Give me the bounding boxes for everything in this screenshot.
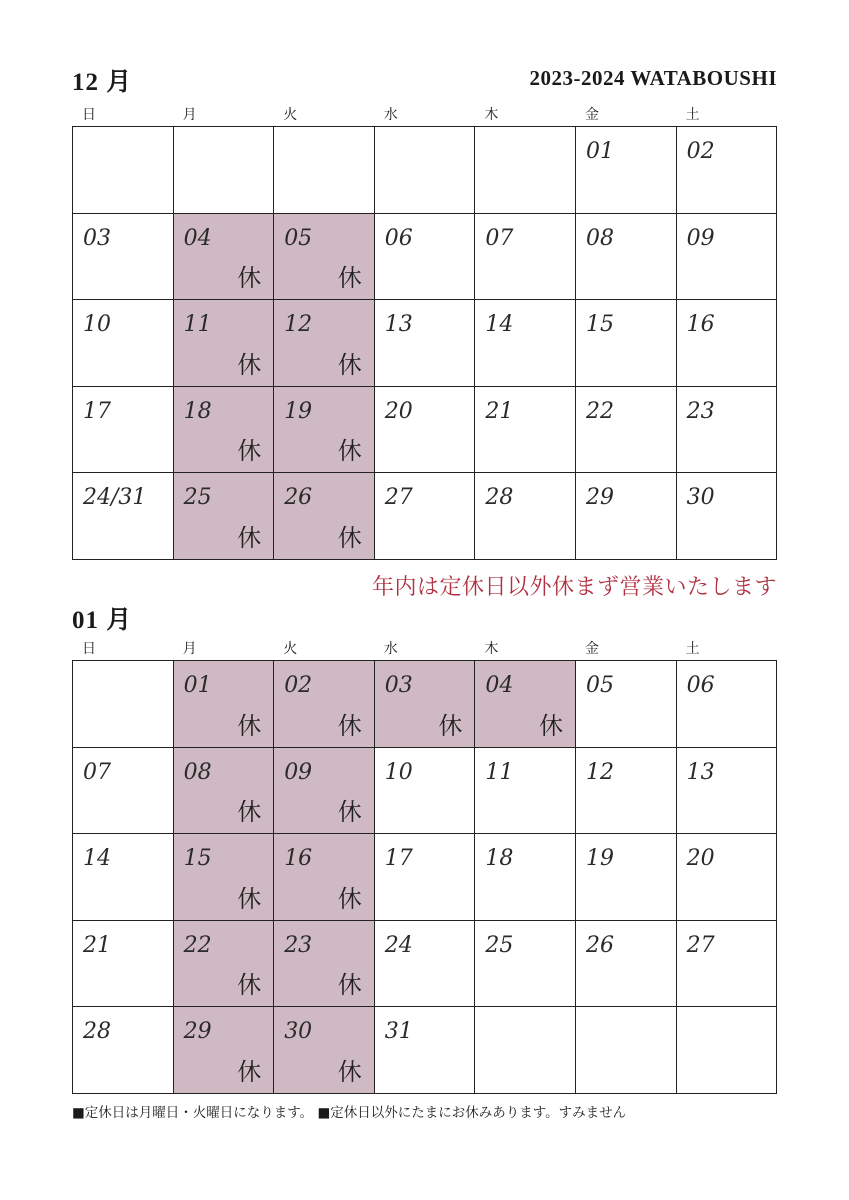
day-number: 25 xyxy=(485,932,514,958)
day-cell xyxy=(576,473,677,560)
weekday-label: 水 xyxy=(383,107,398,123)
day-cell xyxy=(274,921,375,1008)
calendar-grid-december xyxy=(72,126,777,560)
day-number: 08 xyxy=(586,225,614,251)
month-title-january: 01 月 xyxy=(72,607,133,634)
footer-note: ■定休日は月曜日・火曜日になります。 ■定休日以外にたまにお休みあります。すみません xyxy=(72,1105,627,1121)
closed-day-mark: 休 xyxy=(237,798,262,826)
empty-day-cell xyxy=(475,127,576,214)
day-number: 24 xyxy=(384,932,413,958)
day-cell xyxy=(475,834,576,921)
day-number: 09 xyxy=(284,759,313,785)
closed-day-mark: 休 xyxy=(337,264,362,292)
closed-day-mark: 休 xyxy=(337,437,362,465)
day-cell xyxy=(576,300,677,387)
empty-day-cell xyxy=(73,127,174,214)
day-number: 06 xyxy=(686,673,715,698)
day-cell xyxy=(274,473,375,560)
day-cell xyxy=(73,921,174,1008)
day-number: 02 xyxy=(686,139,715,164)
closed-day-mark: 休 xyxy=(237,971,262,999)
day-cell xyxy=(174,661,275,748)
day-cell xyxy=(576,921,677,1008)
brand-title: 2023-2024 WATABOUSHI xyxy=(529,66,777,90)
day-cell xyxy=(274,300,375,387)
day-cell xyxy=(576,127,677,214)
day-cell xyxy=(73,473,174,560)
empty-day-cell xyxy=(677,1007,777,1094)
closed-day-mark: 休 xyxy=(438,711,463,740)
day-number: 04 xyxy=(183,225,212,251)
day-cell xyxy=(576,387,677,474)
day-cell xyxy=(174,214,275,301)
weekday-label: 土 xyxy=(685,107,700,123)
day-cell xyxy=(73,300,174,387)
weekday-label: 土 xyxy=(685,641,700,657)
empty-day-cell xyxy=(375,127,476,214)
day-number: 28 xyxy=(485,485,514,510)
closed-day-mark: 休 xyxy=(237,437,262,465)
day-number: 03 xyxy=(83,225,111,251)
closed-day-mark: 休 xyxy=(337,798,362,826)
day-number: 21 xyxy=(83,932,111,958)
day-number: 23 xyxy=(686,398,715,424)
day-cell xyxy=(677,387,777,474)
day-number: 10 xyxy=(384,759,413,785)
closed-day-mark: 休 xyxy=(237,350,262,379)
weekday-header-december xyxy=(72,104,776,124)
closed-day-mark: 休 xyxy=(337,971,362,999)
day-cell xyxy=(274,748,375,835)
weekday-label: 水 xyxy=(383,641,398,657)
day-number: 24/31 xyxy=(83,485,147,510)
day-number: 17 xyxy=(83,398,111,424)
closed-day-mark: 休 xyxy=(237,711,262,740)
day-cell xyxy=(274,661,375,748)
day-cell xyxy=(174,300,275,387)
weekday-label: 月 xyxy=(182,641,197,657)
day-number: 02 xyxy=(284,673,313,698)
day-cell xyxy=(274,1007,375,1094)
closed-day-mark: 休 xyxy=(538,711,563,740)
weekday-label: 日 xyxy=(82,641,96,657)
day-number: 16 xyxy=(686,312,715,337)
closed-day-mark: 休 xyxy=(337,1057,362,1086)
weekday-label: 火 xyxy=(283,641,298,657)
closed-day-mark: 休 xyxy=(337,884,362,913)
day-number: 13 xyxy=(686,759,715,785)
closed-day-mark: 休 xyxy=(237,523,262,552)
day-number: 26 xyxy=(586,932,614,958)
day-cell xyxy=(375,214,476,301)
empty-day-cell xyxy=(475,1007,576,1094)
closed-day-mark: 休 xyxy=(237,264,262,292)
day-number: 30 xyxy=(686,485,715,510)
day-number: 11 xyxy=(183,312,212,337)
day-number: 22 xyxy=(586,398,614,424)
day-number: 26 xyxy=(284,485,313,510)
day-number: 04 xyxy=(485,673,514,698)
day-number: 21 xyxy=(485,398,514,424)
day-cell xyxy=(576,214,677,301)
day-number: 19 xyxy=(586,846,614,871)
day-number: 05 xyxy=(586,673,614,698)
month-title-december: 12 月 xyxy=(72,69,133,96)
weekday-label: 金 xyxy=(585,107,599,123)
day-cell xyxy=(677,748,777,835)
closed-day-mark: 休 xyxy=(337,350,362,379)
day-cell xyxy=(375,387,476,474)
day-number: 07 xyxy=(485,225,514,251)
day-number: 01 xyxy=(183,673,212,698)
day-number: 17 xyxy=(384,846,413,871)
day-number: 22 xyxy=(183,932,212,958)
calendar-grid-january xyxy=(72,660,777,1094)
empty-day-cell xyxy=(274,127,375,214)
weekday-label: 火 xyxy=(283,107,298,123)
day-number: 25 xyxy=(183,485,212,510)
day-cell xyxy=(475,214,576,301)
day-cell xyxy=(73,748,174,835)
day-cell xyxy=(274,387,375,474)
day-cell xyxy=(375,300,476,387)
day-cell xyxy=(677,921,777,1008)
day-cell xyxy=(174,387,275,474)
day-number: 01 xyxy=(586,139,614,164)
business-notice: 年内は定休日以外休まず営業いたします xyxy=(371,575,777,600)
day-cell xyxy=(677,834,777,921)
day-cell xyxy=(475,661,576,748)
day-cell xyxy=(375,661,476,748)
day-number: 14 xyxy=(83,846,111,871)
day-number: 09 xyxy=(686,225,715,251)
day-number: 19 xyxy=(284,398,313,424)
day-number: 20 xyxy=(686,846,715,871)
day-number: 27 xyxy=(686,932,715,958)
day-cell xyxy=(576,661,677,748)
day-cell xyxy=(174,834,275,921)
day-number: 12 xyxy=(586,759,614,785)
day-cell xyxy=(174,473,275,560)
day-cell xyxy=(475,300,576,387)
day-cell xyxy=(677,214,777,301)
day-number: 07 xyxy=(83,759,111,785)
day-number: 31 xyxy=(384,1019,413,1044)
day-cell xyxy=(475,748,576,835)
day-number: 10 xyxy=(83,312,111,337)
day-number: 08 xyxy=(183,759,212,785)
day-number: 12 xyxy=(284,312,313,337)
day-number: 20 xyxy=(384,398,413,424)
day-cell xyxy=(174,921,275,1008)
day-number: 29 xyxy=(586,485,614,510)
closed-day-mark: 休 xyxy=(237,1057,262,1086)
day-cell xyxy=(475,921,576,1008)
closed-day-mark: 休 xyxy=(237,884,262,913)
weekday-label: 日 xyxy=(82,107,96,123)
day-cell xyxy=(73,387,174,474)
day-cell xyxy=(576,748,677,835)
day-number: 27 xyxy=(384,485,413,510)
empty-day-cell xyxy=(174,127,275,214)
day-number: 16 xyxy=(284,846,313,871)
day-number: 03 xyxy=(384,673,413,698)
day-cell xyxy=(73,834,174,921)
empty-day-cell xyxy=(576,1007,677,1094)
day-number: 23 xyxy=(284,932,313,958)
day-cell xyxy=(475,387,576,474)
day-cell xyxy=(73,1007,174,1094)
day-cell xyxy=(677,127,777,214)
closed-day-mark: 休 xyxy=(337,523,362,552)
day-cell xyxy=(274,214,375,301)
weekday-label: 月 xyxy=(182,107,197,123)
day-number: 15 xyxy=(586,312,614,337)
day-cell xyxy=(375,473,476,560)
day-cell xyxy=(677,473,777,560)
day-cell xyxy=(475,473,576,560)
day-number: 28 xyxy=(83,1019,111,1044)
day-cell xyxy=(375,1007,476,1094)
day-number: 05 xyxy=(284,225,313,251)
weekday-label: 金 xyxy=(585,641,599,657)
day-number: 29 xyxy=(183,1019,212,1044)
closed-day-mark: 休 xyxy=(337,711,362,740)
day-number: 11 xyxy=(485,759,514,785)
day-cell xyxy=(174,748,275,835)
day-cell xyxy=(73,214,174,301)
day-cell xyxy=(375,748,476,835)
weekday-header-january xyxy=(72,638,776,658)
day-number: 13 xyxy=(384,312,413,337)
day-cell xyxy=(274,834,375,921)
day-number: 14 xyxy=(485,312,514,337)
day-cell xyxy=(375,921,476,1008)
weekday-label: 木 xyxy=(484,107,499,123)
day-number: 30 xyxy=(284,1019,313,1044)
day-number: 06 xyxy=(384,225,413,251)
day-cell xyxy=(174,1007,275,1094)
day-number: 15 xyxy=(183,846,212,871)
day-cell xyxy=(677,661,777,748)
empty-day-cell xyxy=(73,661,174,748)
day-cell xyxy=(677,300,777,387)
day-number: 18 xyxy=(183,398,212,424)
day-cell xyxy=(375,834,476,921)
day-number: 18 xyxy=(485,846,514,871)
weekday-label: 木 xyxy=(484,641,499,657)
day-cell xyxy=(576,834,677,921)
